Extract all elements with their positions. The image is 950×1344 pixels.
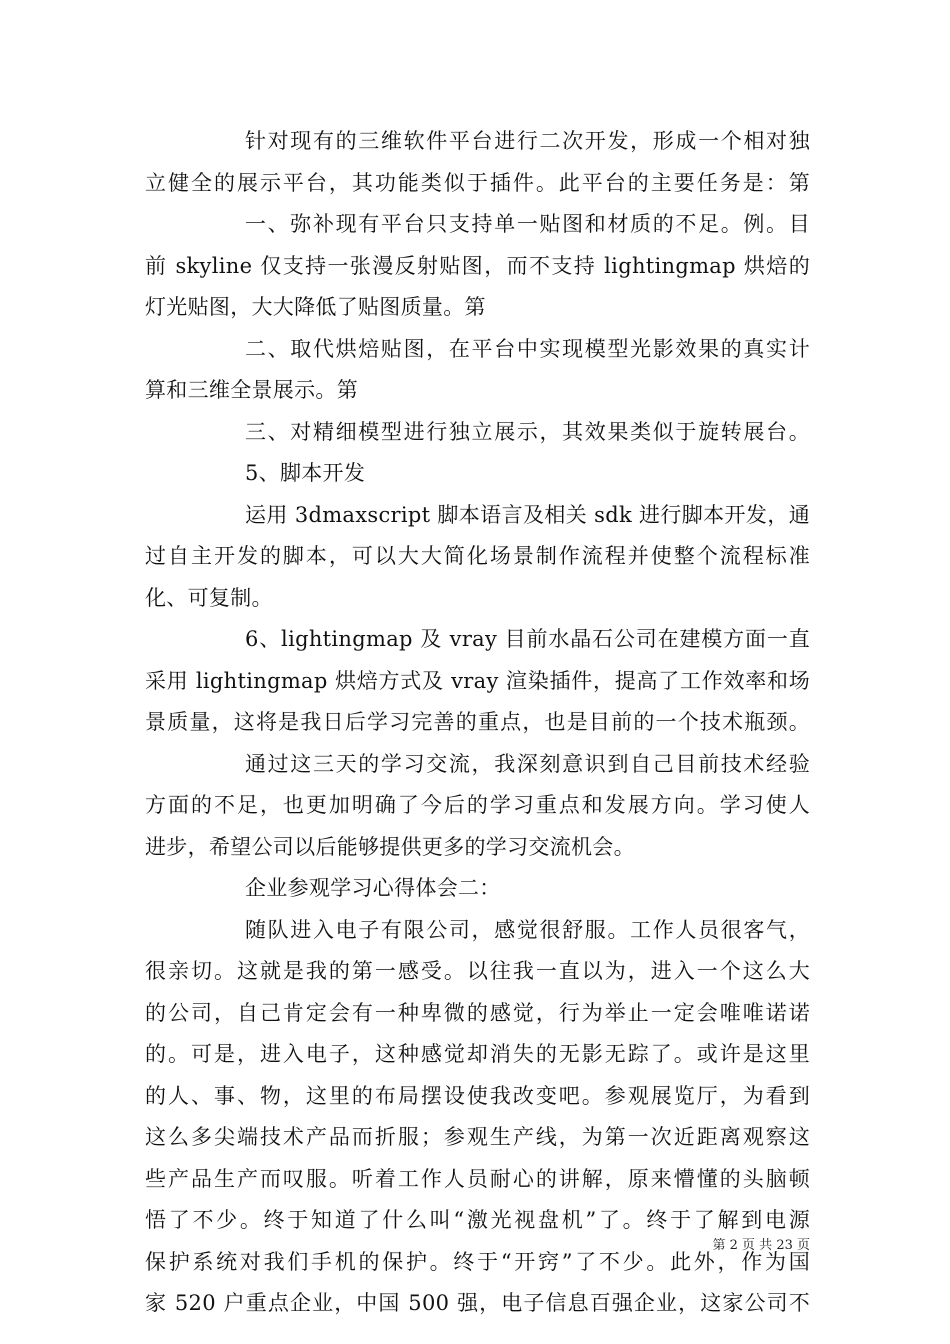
text-line: 的人、事、物，这里的布局摆设使我改变吧。参观展览厅，为看到 [145, 1083, 810, 1108]
text-line: 灯光贴图，大大降低了贴图质量。第 [145, 295, 486, 319]
text-line: 前 skyline 仅支持一张漫反射贴图，而不支持 lightingmap 烘焙的 [145, 253, 810, 278]
text-line: 景质量，这将是我日后学习完善的重点，也是目前的一个技术瓶颈。 [145, 710, 810, 734]
text-line: 的。可是，进入电子，这种感觉却消失的无影无踪了。或许是这里 [145, 1042, 810, 1066]
section-heading: 5、脚本开发 [245, 461, 366, 485]
page-number-footer: 第 2 页 共 23 页 [712, 1238, 810, 1253]
text-line: 的公司，自己肯定会有一种卑微的感觉，行为举止一定会唯唯诺诺 [145, 1000, 810, 1025]
text-line: 方面的不足，也更加明确了今后的学习重点和发展方向。学习使人 [145, 793, 810, 817]
text-line: 针对现有的三维软件平台进行二次开发，形成一个相对独 [245, 129, 810, 153]
text-line: 悟了不少。终于知道了什么叫“激光视盘机”了。终于了解到电源 [145, 1208, 810, 1232]
text-line: 保护系统对我们手机的保护。终于“开窍”了不少。此外，作为国 [145, 1249, 810, 1274]
text-line: 通过这三天的学习交流，我深刻意识到自己目前技术经验 [245, 751, 810, 776]
text-line: 算和三维全景展示。第 [145, 378, 358, 402]
text-line: 二、取代烘焙贴图，在平台中实现模型光影效果的真实计 [245, 336, 810, 361]
text-line: 家 520 户重点企业，中国 500 强，电子信息百强企业，这家公司不 [145, 1291, 810, 1315]
text-line: 随队进入电子有限公司，感觉很舒服。工作人员很客气， [245, 917, 810, 942]
text-line: 采用 lightingmap 烘焙方式及 vray 渲染插件，提高了工作效率和场 [145, 668, 810, 693]
text-line: 很亲切。这就是我的第一感受。以往我一直以为，进入一个这么大 [145, 959, 810, 983]
text-line: 进步，希望公司以后能够提供更多的学习交流机会。 [145, 834, 635, 859]
body-text [145, 121, 810, 1325]
section-heading: 企业参观学习心得体会二： [245, 876, 501, 900]
text-line: 过自主开发的脚本，可以大大简化场景制作流程并使整个流程标准 [145, 544, 810, 568]
text-line: 运用 3dmaxscript 脚本语言及相关 sdk 进行脚本开发，通 [245, 502, 810, 527]
text-line: 三、对精细模型进行独立展示，其效果类似于旋转展台。 [245, 419, 810, 444]
text-line: 6、lightingmap 及 vray 目前水晶石公司在建模方面一直 [245, 627, 810, 651]
text-line: 这么多尖端技术产品而折服；参观生产线，为第一次近距离观察这 [145, 1125, 810, 1149]
text-line: 立健全的展示平台，其功能类似于插件。此平台的主要任务是：第 [145, 170, 810, 195]
text-line: 些产品生产而叹服。听着工作人员耐心的讲解，原来懵懂的头脑顿 [145, 1166, 810, 1191]
text-line: 化、可复制。 [145, 585, 273, 610]
text-line: 一、弥补现有平台只支持单一贴图和材质的不足。例。目 [245, 212, 810, 236]
